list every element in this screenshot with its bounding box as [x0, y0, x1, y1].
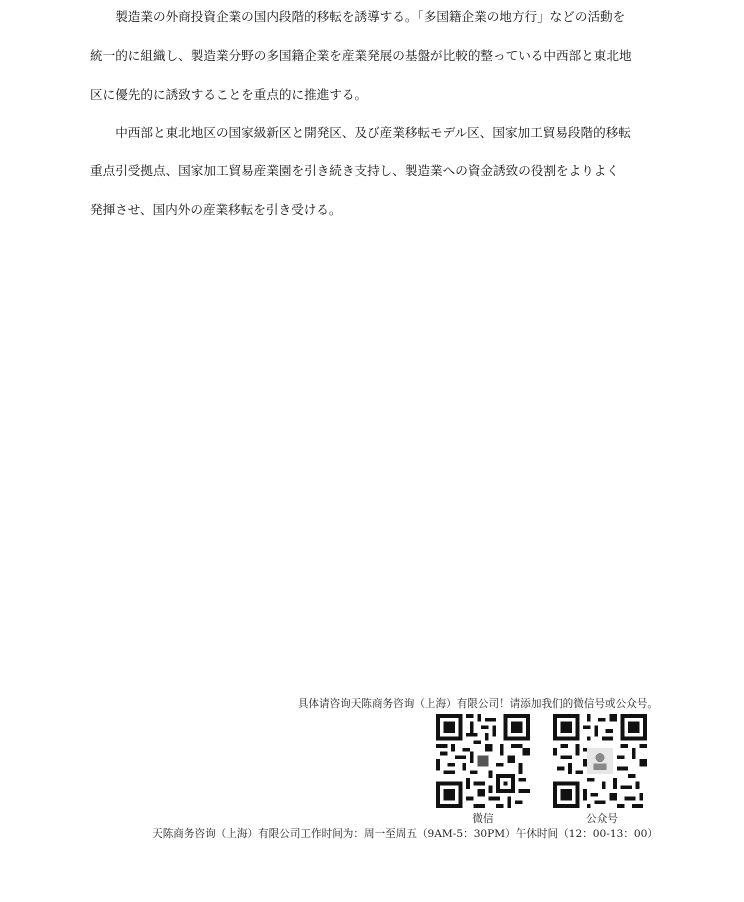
wechat-qr-label: 微信: [472, 813, 494, 825]
paragraph-line: 区に優先的に誘致することを重点的に推進する。: [90, 87, 368, 102]
paragraph-line: 発揮させ、国内外の産業移転を引き受ける。: [90, 202, 342, 217]
paragraph-line: 重点引受拠点、国家加工貿易産業園を引き続き支持し、製造業への資金誘致の役割をよりよく: [90, 163, 619, 178]
official-account-qr-label: 公众号: [586, 813, 618, 825]
wechat-qr-code-icon: [436, 714, 530, 808]
contact-note: 具体请咨询天陈商务咨询（上海）有限公司！请添加我们的微信号或公众号。: [297, 698, 658, 710]
official-account-qr-code-icon: [553, 714, 647, 808]
paragraph-line: 中西部と東北地区の国家級新区と開発区、及び産業移転モデル区、国家加工貿易段階的移転: [90, 125, 631, 140]
working-hours-note: 天陈商务咨询（上海）有限公司工作时间为：周一至周五（9AM-5：30PM）午休时间（12：00-13：00）: [152, 828, 658, 840]
paragraph-line: 統一的に組織し、製造業分野の多国籍企業を産業発展の基盤が比較的整っている中西部と東北地: [90, 48, 632, 63]
paragraph-line: 製造業の外商投資企業の国内段階的移転を誘導する。「多国籍企業の地方行」などの活動を: [90, 9, 626, 24]
